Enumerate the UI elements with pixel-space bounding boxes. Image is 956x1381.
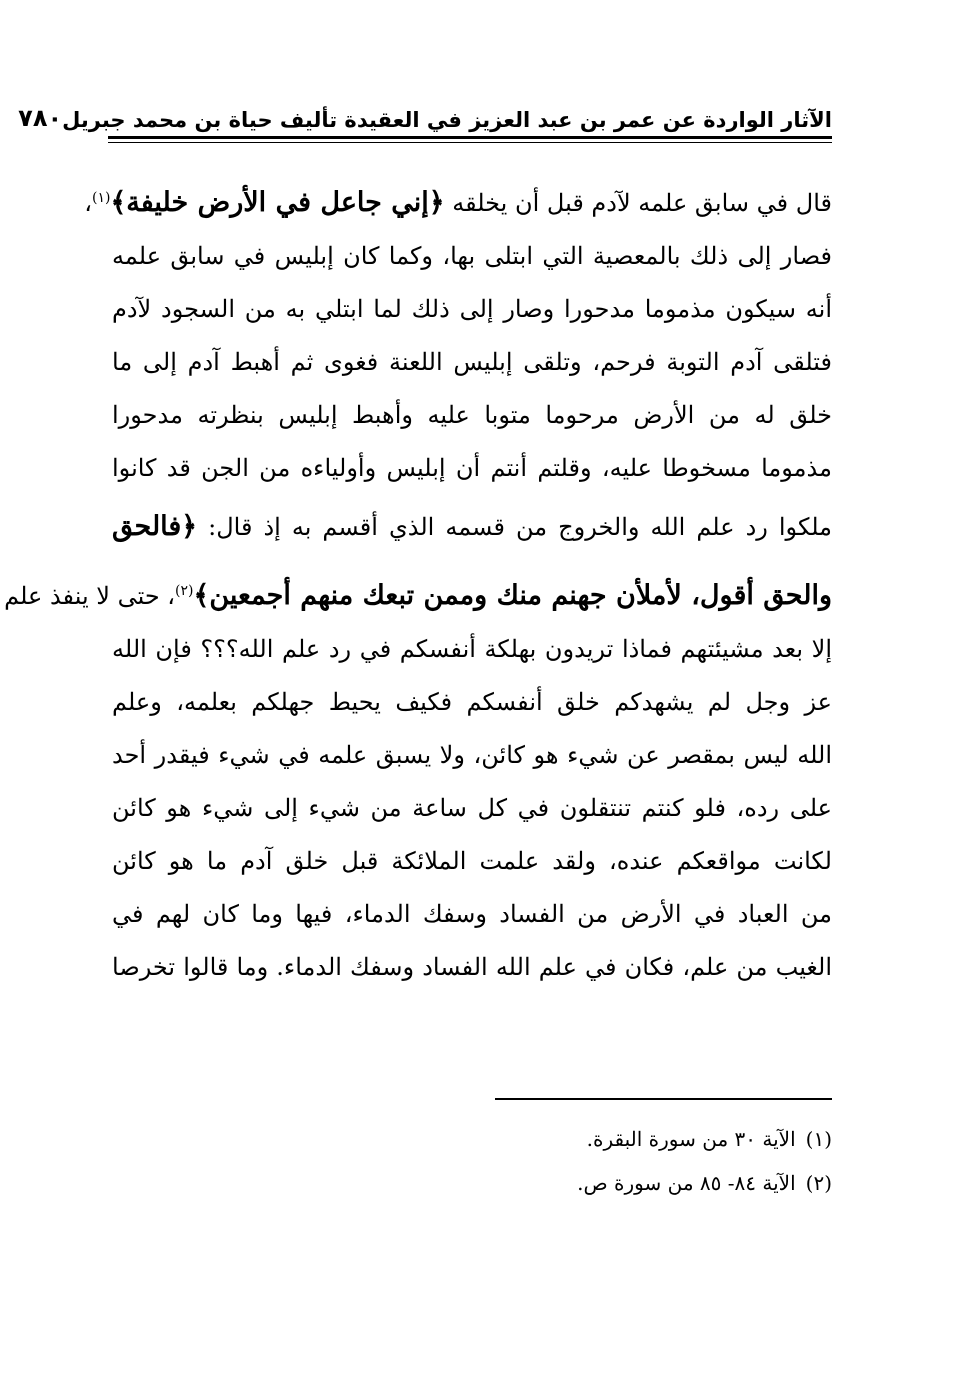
text-line: فصار إلى ذلك بالمعصية التي ابتلى بها، وكما كان إبليس في سابق علمه: [112, 242, 832, 270]
quran-verse: ﴿إني جاعل في الأرض خليفة﴾: [110, 187, 445, 218]
text-line: على رده، فلو كنتم تنتقلون في كل ساعة من شيء إلى شيء هو كائن: [112, 794, 832, 822]
text-line: الله ليس بمقصر عن شيء هو كائن، ولا يسبق علمه في شيء فيقدر أحد: [112, 741, 832, 769]
text-line: الغيب من علم، فكان في علم الله الفساد وسفك الدماء. وما قالوا تخرصا: [112, 953, 832, 981]
text-line: [112, 495, 832, 559]
footnotes: [300, 1124, 832, 1212]
page-number: ٧٨٠: [18, 104, 63, 132]
text-line: عز وجل لم يشهدكم خلق أنفسكم فكيف يحيط جهلكم بعلمه، وعلم: [112, 688, 832, 716]
footnote-text: الآية ٨٤- ٨٥ من سورة ص.: [577, 1171, 796, 1195]
footnote-ref: (٢): [175, 583, 194, 599]
line-text: ملكوا رد علم الله والخروج من قسمه الذي أقسم به إذ قال:: [197, 513, 832, 541]
header-rule-thin: [108, 142, 832, 143]
line-text: ، حتى لا ينفذ علم: [4, 582, 176, 610]
footnote-separator: [495, 1098, 832, 1100]
text-line: [4, 559, 832, 623]
line-text: ،: [84, 189, 92, 217]
text-line: أنه سيكون مذموما مدحورا وصار إلى ذلك لما ابتلي به من السجود لآدم: [112, 295, 832, 323]
quran-verse: والحق أقول، لأملأن جهنم منك وممن تبعك منهم أجمعين﴾: [193, 580, 832, 611]
footnote-ref: (١): [91, 190, 111, 206]
footnote-text: الآية ٣٠ من سورة البقرة.: [586, 1127, 796, 1151]
line-text: قال في سابق علمه لآدم قبل أن يخلقه: [444, 189, 832, 217]
footnote-number: (٢): [805, 1171, 832, 1195]
header-title: الآثار الواردة عن عمر بن عبد العزيز في العقيدة تأليف حياة بن محمد جبريل: [62, 108, 832, 132]
text-line: إلا بعد مشيئتهم فماذا تريدون بهلكة أنفسكم في رد علم الله؟؟؟ فإن الله: [112, 635, 832, 663]
text-line: من العباد في الأرض من الفساد وسفك الدماء، فيها وما كان لهم في: [112, 900, 832, 928]
body-text: [4, 166, 832, 994]
header-rule: [108, 136, 832, 139]
footnote-number: (١): [805, 1127, 832, 1151]
text-line: [84, 166, 832, 230]
footnote: [300, 1124, 832, 1168]
quran-verse: ﴿فالحق: [112, 511, 198, 542]
text-line: مذموما مسخوطا عليه، وقلتم أنتم أن إبليس وأولياءه من الجن قد كانوا: [112, 454, 832, 482]
text-line: لكانت مواقعكم عنده، ولقد علمت الملائكة قبل خلق آدم ما هو كائن: [112, 847, 832, 875]
text-line: فتلقى آدم التوبة فرحم، وتلقى إبليس اللعنة فغوى ثم أهبط آدم إلى ما: [112, 348, 832, 376]
running-header: [18, 92, 832, 132]
footnote: [300, 1168, 832, 1212]
text-line: خلق له من الأرض مرحوما متوبا عليه وأهبط إبليس بنظرته مدحورا: [112, 401, 832, 429]
